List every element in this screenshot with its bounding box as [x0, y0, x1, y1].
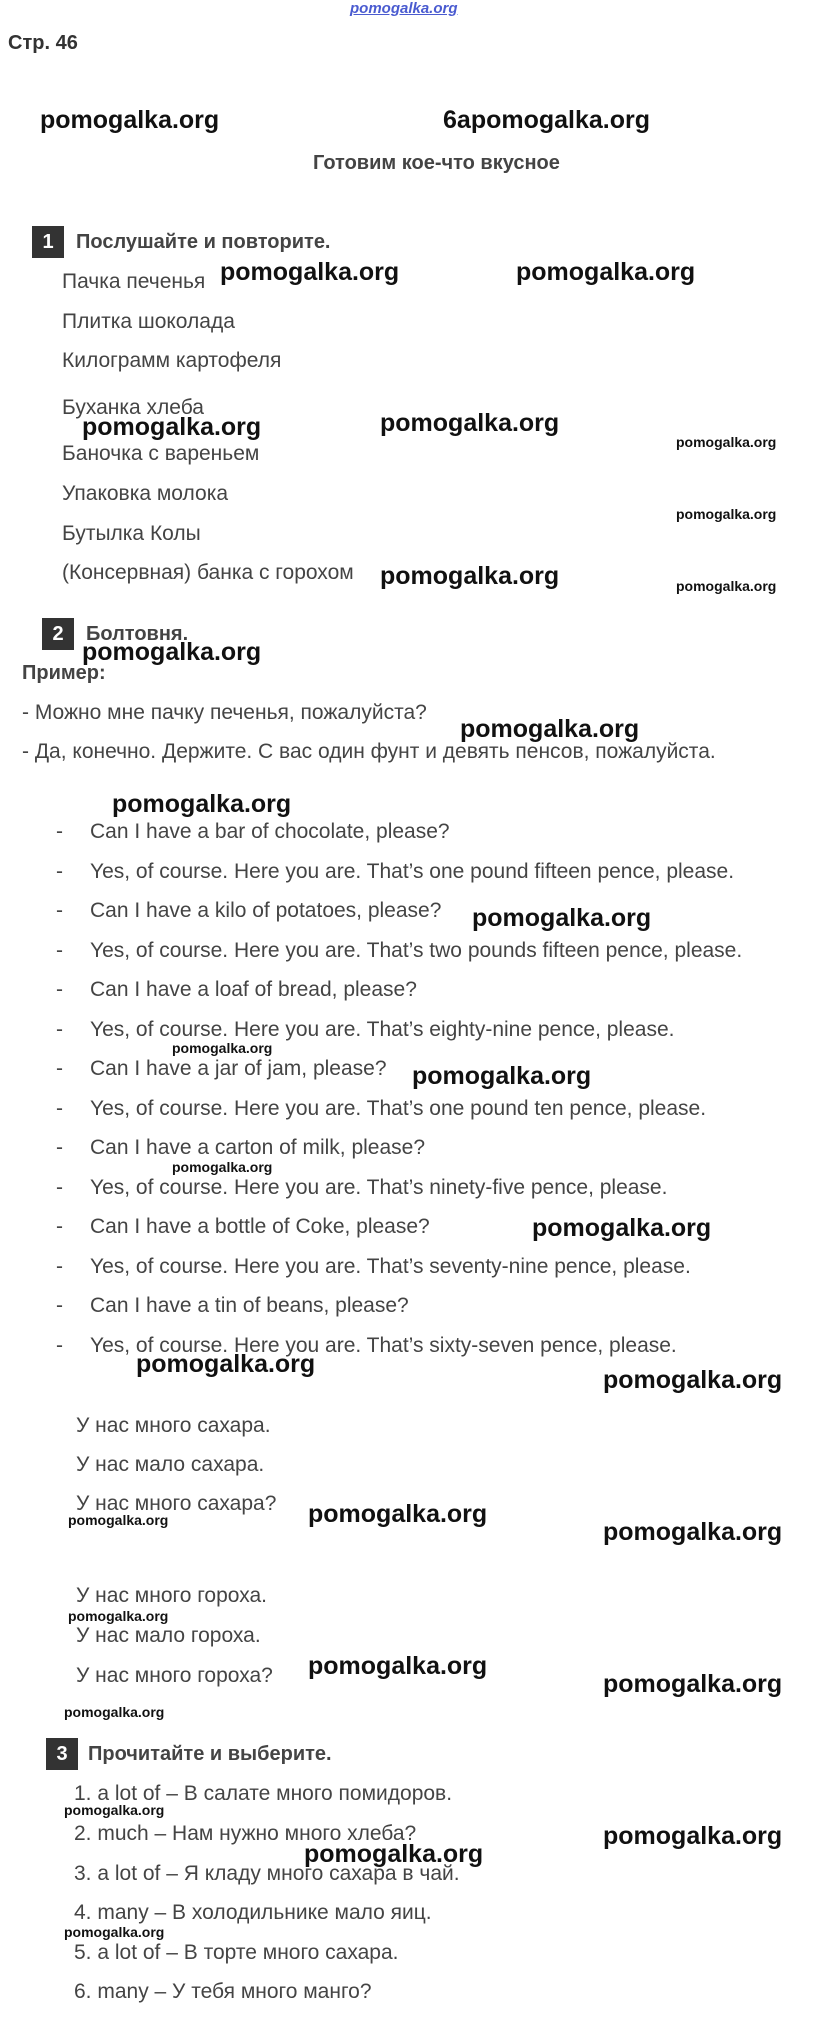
section-title: Прочитайте и выберите. — [88, 1742, 332, 1765]
peas-line: У нас много гороха? — [76, 1664, 273, 1687]
answer-item: 6. many – У тебя много манго? — [74, 1980, 372, 2003]
dialogue-line: Yes, of course. Here you are. That’s one pound fifteen pence, please. — [90, 860, 735, 883]
answer-item: 1. a lot of – В салате много помидоров. — [74, 1782, 453, 1805]
watermark: pomogalka.org — [460, 715, 640, 743]
watermark: pomogalka.org — [308, 1500, 488, 1528]
watermark: pomogalka.org — [68, 1608, 169, 1624]
section-title: Болтовня. — [86, 622, 189, 645]
dash-marker: - — [56, 1334, 63, 1357]
dialogue-line: Yes, of course. Here you are. That’s ninety-five pence, please. — [90, 1176, 668, 1199]
watermark: pomogalka.org — [676, 578, 777, 594]
watermark: pomogalka.org — [472, 904, 652, 932]
watermark: pomogalka.org — [64, 1924, 165, 1940]
dash-marker: - — [56, 1294, 63, 1317]
section-number: 2 — [42, 618, 74, 650]
answer-item: 5. a lot of – В торте много сахара. — [74, 1941, 399, 1964]
dialogue-line: Yes, of course. Here you are. That’s sixty-seven pence, please. — [90, 1334, 677, 1357]
watermark: pomogalka.org — [603, 1518, 783, 1546]
watermark: pomogalka.org — [304, 1840, 484, 1868]
dash-marker: - — [56, 899, 63, 922]
watermark: pomogalka.org — [68, 1512, 169, 1528]
watermark: pomogalka.org — [64, 1802, 165, 1818]
dialogue-line: Yes, of course. Here you are. That’s one pound ten pence, please. — [90, 1097, 707, 1120]
list-item: (Консервная) банка с горохом — [62, 561, 354, 584]
dash-marker: - — [56, 1176, 63, 1199]
list-item: Баночка с вареньем — [62, 442, 260, 465]
dialogue-line: Can I have a bar of chocolate, please? — [90, 820, 450, 843]
watermark: pomogalka.org — [516, 258, 696, 286]
dialogue-line: Can I have a jar of jam, please? — [90, 1057, 387, 1080]
dash-marker: - — [56, 1136, 63, 1159]
dash-marker: - — [56, 978, 63, 1001]
dash-marker: - — [56, 1215, 63, 1238]
watermark: pomogalka.org — [532, 1214, 712, 1242]
watermark: pomogalka.org — [82, 638, 262, 666]
sugar-line: У нас много сахара? — [76, 1492, 277, 1515]
example-line: - Да, конечно. Держите. С вас один фунт и девять пенсов, пожалуйста. — [22, 740, 716, 763]
answer-item: 3. a lot of – Я кладу много сахара в чай. — [74, 1862, 460, 1885]
dialogue-line: Yes, of course. Here you are. That’s seventy-nine pence, please. — [90, 1255, 691, 1278]
sugar-line: У нас много сахара. — [76, 1414, 271, 1437]
section-number: 1 — [32, 226, 64, 258]
peas-line: У нас много гороха. — [76, 1584, 267, 1607]
dash-marker: - — [56, 1097, 63, 1120]
watermark: pomogalka.org — [676, 506, 777, 522]
watermark: pomogalka.org — [380, 409, 560, 437]
section-3-header — [46, 1738, 332, 1770]
list-item: Пачка печенья — [62, 270, 206, 293]
watermark: pomogalka.org — [470, 106, 650, 134]
list-item: Упаковка молока — [62, 482, 229, 505]
dialogue-line: Yes, of course. Here you are. That’s eighty-nine pence, please. — [90, 1018, 675, 1041]
dash-marker: - — [56, 1255, 63, 1278]
peas-line: У нас мало гороха. — [76, 1624, 261, 1647]
watermark: pomogalka.org — [136, 1350, 316, 1378]
dialogue-line: Yes, of course. Here you are. That’s two pounds fifteen pence, please. — [90, 939, 743, 962]
section-1-header — [32, 226, 331, 258]
watermark: pomogalka.org — [603, 1366, 783, 1394]
unit-label: 6a — [443, 106, 471, 134]
watermark: pomogalka.org — [64, 1704, 165, 1720]
answer-item: 4. many – В холодильнике мало яиц. — [74, 1901, 432, 1924]
list-item: Килограмм картофеля — [62, 349, 282, 372]
page-title: Готовим кое-что вкусное — [313, 152, 560, 174]
section-number: 3 — [46, 1738, 78, 1770]
dash-marker: - — [56, 939, 63, 962]
section-title: Послушайте и повторите. — [76, 230, 331, 253]
watermark: pomogalka.org — [220, 258, 400, 286]
dialogue-line: Can I have a bottle of Coke, please? — [90, 1215, 430, 1238]
unit-header — [443, 106, 650, 135]
watermark: pomogalka.org — [603, 1670, 783, 1698]
answer-item: 2. much – Нам нужно много хлеба? — [74, 1822, 417, 1845]
watermark: pomogalka.org — [40, 106, 220, 134]
example-line: - Можно мне пачку печенья, пожалуйста? — [22, 701, 427, 724]
dialogue-line: Can I have a kilo of potatoes, please? — [90, 899, 442, 922]
dash-marker: - — [56, 1018, 63, 1041]
list-item: Плитка шоколада — [62, 310, 235, 333]
page-number: Стр. 46 — [8, 32, 78, 54]
sugar-line: У нас мало сахара. — [76, 1453, 265, 1476]
watermark: pomogalka.org — [308, 1652, 488, 1680]
watermark: pomogalka.org — [82, 413, 262, 441]
watermark: pomogalka.org — [380, 562, 560, 590]
list-item: Бутылка Колы — [62, 522, 201, 545]
watermark: pomogalka.org — [172, 1040, 273, 1056]
watermark: pomogalka.org — [603, 1822, 783, 1850]
dialogue-line: Can I have a loaf of bread, please? — [90, 978, 417, 1001]
dialogue-line: Can I have a carton of milk, please? — [90, 1136, 426, 1159]
dash-marker: - — [56, 820, 63, 843]
watermark: pomogalka.org — [676, 434, 777, 450]
dialogue-line: Can I have a tin of beans, please? — [90, 1294, 409, 1317]
watermark: pomogalka.org — [172, 1159, 273, 1175]
dash-marker: - — [56, 1057, 63, 1080]
watermark: pomogalka.org — [412, 1062, 592, 1090]
dash-marker: - — [56, 860, 63, 883]
watermark: pomogalka.org — [112, 790, 292, 818]
example-label: Пример: — [22, 662, 106, 684]
list-item: Буханка хлеба — [62, 396, 204, 419]
top-site-link[interactable]: pomogalka.org — [350, 0, 458, 17]
